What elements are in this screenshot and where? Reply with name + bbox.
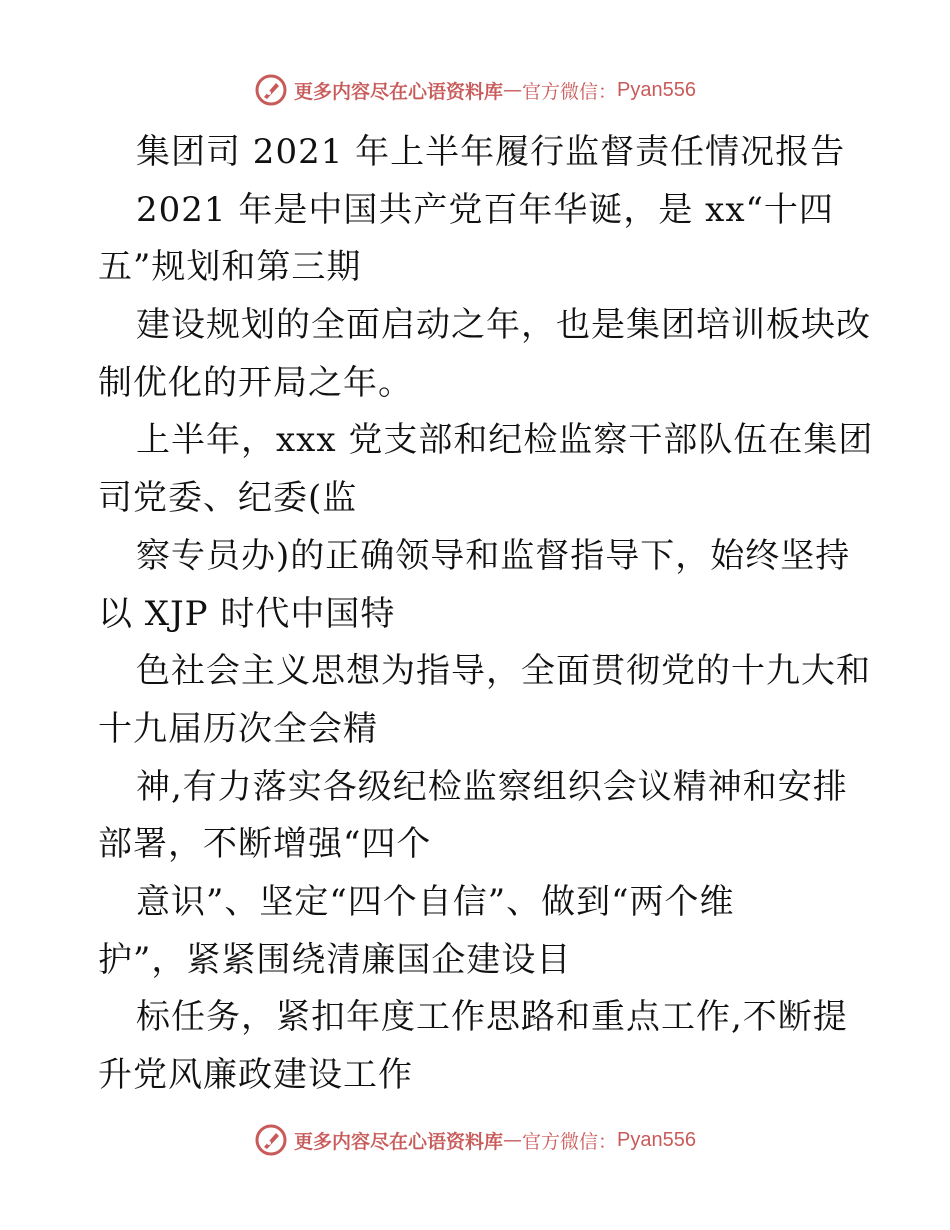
document-line: 升党风廉政建设工作 bbox=[98, 1055, 413, 1095]
separator-dash: — bbox=[503, 79, 523, 101]
pen-nib-seal-icon bbox=[254, 73, 288, 107]
document-line: 标任务，紧扣年度工作思路和重点工作,不断提 bbox=[136, 997, 848, 1038]
document-line: 2021 年是中国共产党百年华诞，是 xx“十四 bbox=[136, 189, 834, 230]
document-line: 色社会主义思想为指导，全面贯彻党的十九大和 bbox=[136, 651, 871, 692]
document-body bbox=[98, 124, 878, 1105]
promo-text: 更多内容尽在心语资料库 bbox=[294, 80, 504, 103]
document-line: 制优化的开局之年。 bbox=[98, 362, 413, 403]
official-wechat-label: 官方微信： bbox=[522, 80, 618, 103]
header-watermark-banner bbox=[0, 70, 950, 110]
document-line: 察专员办)的正确领导和监督指导下，始终坚持 bbox=[136, 535, 851, 576]
document-line: 以 XJP 时代中国特 bbox=[98, 593, 396, 634]
footer-watermark-banner bbox=[0, 1120, 950, 1160]
document-line: 意识”、坚定“四个自信”、做到“两个维 bbox=[136, 881, 735, 922]
document-line: 护”，紧紧围绕清廉国企建设目 bbox=[98, 939, 572, 980]
document-line: 五”规划和第三期 bbox=[98, 247, 362, 288]
wechat-id: Pyan556 bbox=[617, 78, 696, 101]
document-line: 集团司 2021 年上半年履行监督责任情况报告 bbox=[136, 132, 846, 172]
document-line: 部署，不断增强“四个 bbox=[98, 824, 432, 865]
document-line: 上半年，xxx 党支部和纪检监察干部队伍在集团 bbox=[136, 420, 874, 461]
document-line: 建设规划的全面启动之年，也是集团培训板块改 bbox=[136, 305, 871, 346]
document-line: 司党委、纪委(监 bbox=[98, 478, 358, 519]
promo-text: 更多内容尽在心语资料库 bbox=[294, 1130, 504, 1153]
document-line: 十九届历次全会精 bbox=[98, 708, 378, 749]
official-wechat-label: 官方微信： bbox=[522, 1130, 618, 1153]
wechat-id: Pyan556 bbox=[617, 1128, 696, 1151]
separator-dash: — bbox=[503, 1129, 523, 1151]
pen-nib-seal-icon bbox=[254, 1123, 288, 1157]
document-line: 神,有力落实各级纪检监察组织会议精神和安排 bbox=[136, 766, 848, 807]
